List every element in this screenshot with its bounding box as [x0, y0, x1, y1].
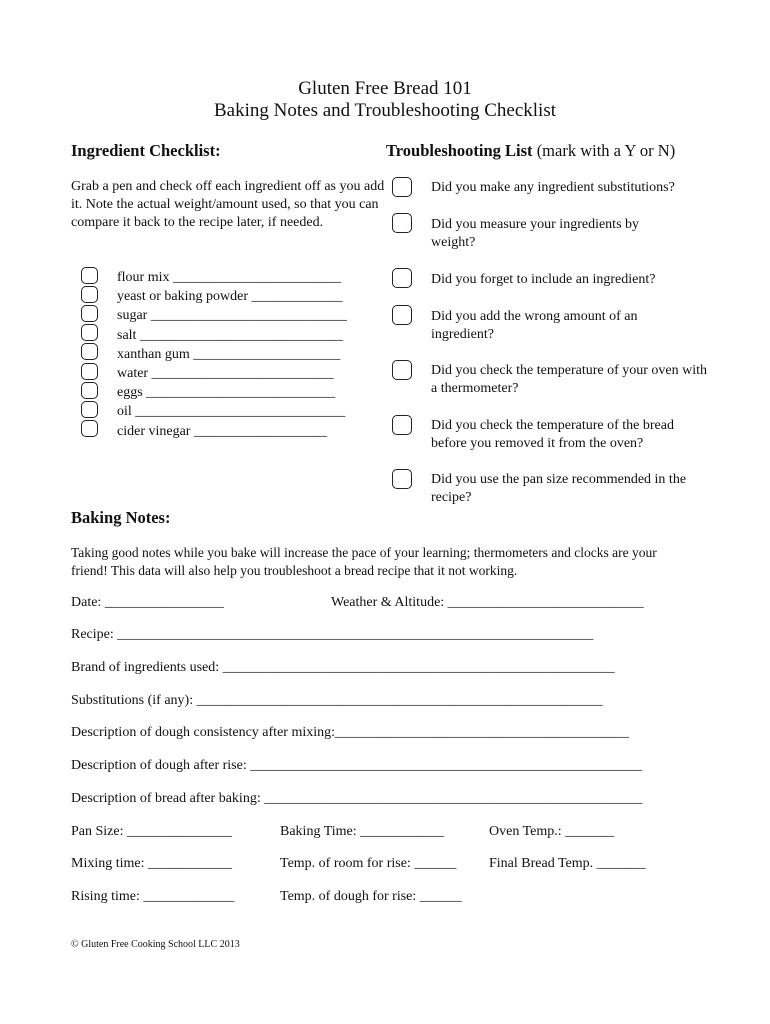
pan-size-field[interactable]: Pan Size: _______________ — [71, 824, 232, 839]
ingredient-item: yeast or baking powder _____________ — [117, 289, 343, 305]
troubleshooting-checkbox-forget[interactable] — [392, 268, 412, 288]
ingredient-checklist-heading: Ingredient Checklist: — [71, 141, 221, 160]
ingredient-item: salt _____________________________ — [117, 327, 343, 343]
ingredient-item: water __________________________ — [117, 365, 334, 381]
troubleshooting-checkbox-oven-temp[interactable] — [392, 360, 412, 380]
troubleshooting-question: Did you check the temperature of the bread before you removed it from the oven? — [431, 418, 674, 451]
baking-notes-heading: Baking Notes: — [71, 508, 171, 527]
brand-field[interactable]: Brand of ingredients used: ________________________________________________________ — [71, 660, 615, 675]
oven-temp-field[interactable]: Oven Temp.: _______ — [489, 824, 615, 839]
copyright-footer: © Gluten Free Cooking School LLC 2013 — [71, 939, 240, 950]
ingredient-item: eggs ___________________________ — [117, 385, 336, 401]
troubleshooting-question: Did you use the pan size recommended in the recipe? — [431, 472, 687, 505]
troubleshooting-checkbox-bread-temp[interactable] — [392, 415, 412, 435]
ingredient-checkbox-eggs[interactable] — [81, 382, 98, 399]
ingredient-checkbox-vinegar[interactable] — [81, 420, 98, 437]
troubleshooting-checkbox-amount[interactable] — [392, 305, 412, 325]
dough-after-rise-field[interactable]: Description of dough after rise: ________________________________________________________ — [71, 758, 643, 773]
page-subtitle: Baking Notes and Troubleshooting Checklist — [214, 100, 556, 121]
ingredient-checkbox-salt[interactable] — [81, 324, 98, 341]
ingredient-checkbox-water[interactable] — [81, 363, 98, 380]
ingredient-checkbox-flour[interactable] — [81, 267, 98, 284]
weather-altitude-field[interactable]: Weather & Altitude: ____________________________ — [331, 595, 644, 610]
ingredient-checkbox-yeast[interactable] — [81, 286, 98, 303]
troubleshooting-question: Did you forget to include an ingredient? — [431, 272, 656, 287]
ingredient-item: sugar ____________________________ — [117, 308, 347, 324]
recipe-field[interactable]: Recipe: ____________________________________________________________________ — [71, 627, 594, 642]
ingredient-checkbox-oil[interactable] — [81, 401, 98, 418]
troubleshooting-heading — [386, 141, 675, 161]
baking-time-field[interactable]: Baking Time: ____________ — [280, 824, 445, 839]
ingredient-checkbox-xanthan[interactable] — [81, 343, 98, 360]
troubleshooting-heading-note: (mark with a Y or N) — [536, 141, 676, 160]
date-field[interactable]: Date: _________________ — [71, 595, 224, 610]
troubleshooting-checkbox-substitutions[interactable] — [392, 177, 412, 197]
ingredient-checklist-intro: Grab a pen and check off each ingredient off as you add it. Note the actual weight/amount used, so that you can compare it back to the recipe later, if needed. — [71, 179, 385, 230]
troubleshooting-question: Did you make any ingredient substitutions? — [431, 180, 675, 195]
troubleshooting-question: Did you check the temperature of your oven with a thermometer? — [431, 363, 708, 396]
substitutions-field[interactable]: Substitutions (if any): __________________________________________________________ — [71, 693, 603, 708]
ingredient-item: oil ______________________________ — [117, 404, 346, 420]
rising-time-field[interactable]: Rising time: _____________ — [71, 889, 235, 904]
troubleshooting-checkbox-weight[interactable] — [392, 213, 412, 233]
ingredient-item: flour mix ________________________ — [117, 270, 341, 285]
dough-consistency-field[interactable]: Description of dough consistency after mixing:__________________________________________ — [71, 725, 629, 740]
ingredient-list — [117, 268, 377, 441]
ingredient-item: cider vinegar ___________________ — [117, 423, 327, 439]
bread-after-baking-field[interactable]: Description of bread after baking: ______________________________________________________ — [71, 791, 643, 806]
ingredient-item: xanthan gum _____________________ — [117, 346, 341, 362]
troubleshooting-checkbox-pan-size[interactable] — [392, 469, 412, 489]
troubleshooting-heading-label: Troubleshooting List — [386, 141, 533, 160]
mixing-time-field[interactable]: Mixing time: ____________ — [71, 856, 232, 871]
ingredient-checkbox-sugar[interactable] — [81, 305, 98, 322]
baking-notes-intro: Taking good notes while you bake will increase the pace of your learning; thermometers and clocks are your friend! This data will also help you troubleshoot a bread recipe that it not working. — [71, 545, 657, 578]
dough-temp-field[interactable]: Temp. of dough for rise: ______ — [280, 889, 462, 904]
troubleshooting-question: Did you measure your ingredients by weight? — [431, 217, 640, 250]
troubleshooting-question: Did you add the wrong amount of an ingredient? — [431, 309, 638, 342]
page-title: Gluten Free Bread 101 — [298, 78, 472, 99]
final-bread-temp-field[interactable]: Final Bread Temp. _______ — [489, 856, 646, 871]
room-temp-field[interactable]: Temp. of room for rise: ______ — [280, 856, 457, 871]
